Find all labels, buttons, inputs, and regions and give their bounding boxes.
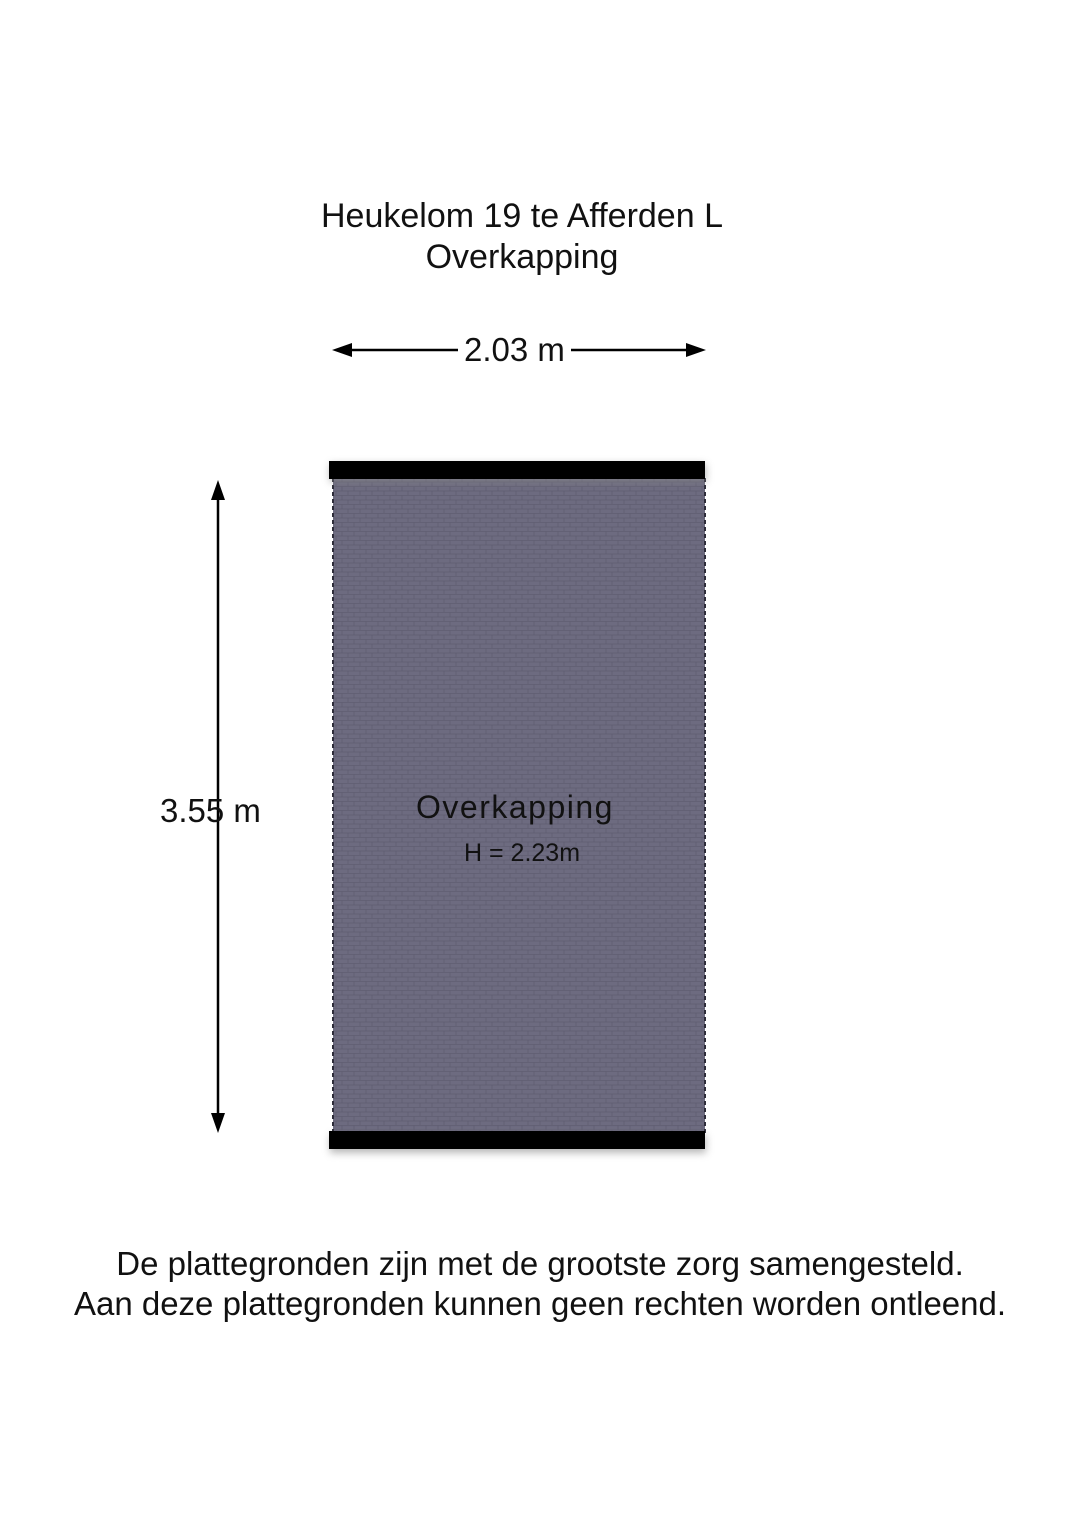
room-height-label: H = 2.23m — [464, 839, 581, 867]
wall-bottom — [329, 1131, 705, 1149]
page-subtitle: Overkapping — [425, 238, 619, 276]
disclaimer-line-2: Aan deze plattegronden kunnen geen rechten worden ontleend. — [73, 1285, 1007, 1322]
page-title: Heukelom 19 te Afferden L — [321, 197, 723, 235]
room-name-label: Overkapping — [416, 789, 614, 825]
disclaimer-line-1: De plattegronden zijn met de grootste zorg samengesteld. — [116, 1245, 964, 1282]
width-dimension-label: 2.03 m — [458, 331, 571, 369]
wall-top — [329, 461, 705, 479]
height-dimension-label: 3.55 m — [160, 792, 261, 829]
disclaimer — [0, 1244, 1080, 1324]
